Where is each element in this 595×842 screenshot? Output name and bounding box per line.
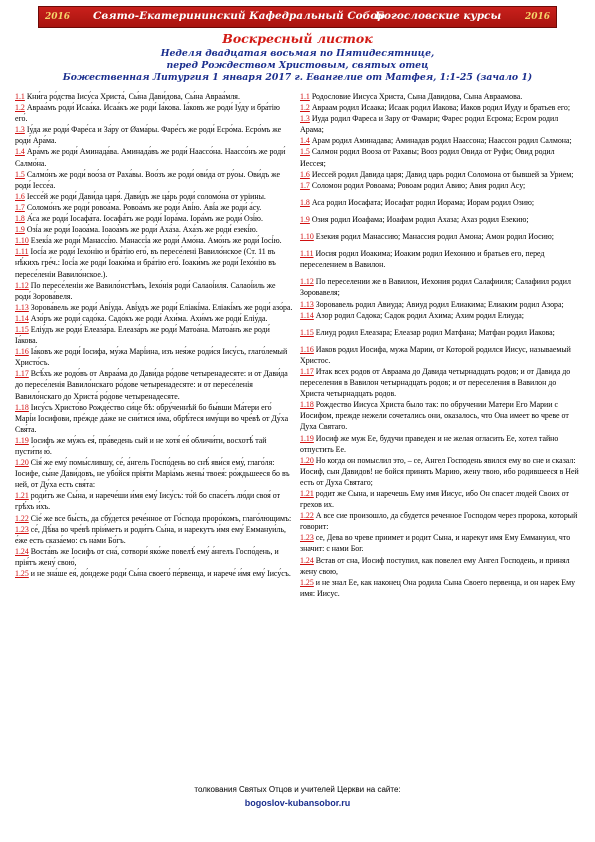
verse-text: Итак всех родов от Авраама до Давида четырнадцать родов; и от Давида до переселения в Вавилон четырнадцать родов; и от переселения в Вавилон до Христа четырнадцать родов. (300, 366, 571, 399)
year-left: 2016 (45, 12, 71, 22)
courses-label: Богословские курсы (375, 10, 502, 22)
verse (15, 546, 293, 568)
verse (15, 368, 293, 401)
verse (300, 555, 582, 577)
verse-number[interactable]: 1.15 (15, 324, 29, 334)
footer-note: толкования Святых Отцов и учителей Церкви на сайте: (194, 785, 401, 794)
verse-text: Соломон родил Ровоама; Ровоам родил Авию; Авия родил Асу; (309, 180, 526, 190)
verse-number[interactable]: 1.22 (300, 511, 314, 521)
verse-number[interactable]: 1.18 (300, 400, 314, 410)
verse-text: А́са же роди́ Іосафа́та. Іосафа́тъ же роди́ Іора́ма. Іора́мъ же роди́ Озі́ю. (24, 214, 263, 224)
subtitle-sunday: Неделя двадцатая восьмая по Пятидесятнице, (160, 48, 435, 59)
verse-text: Иессей родил Давида царя; Давид царь родил Соломона от бывшей за Урием; (309, 169, 574, 179)
verse (15, 91, 293, 102)
verse (300, 276, 582, 298)
russian-column (300, 91, 582, 599)
verse-number[interactable]: 1.13 (300, 299, 314, 309)
verse (15, 313, 293, 324)
cathedral-name: Свято-Екатерининский Кафедральный Собор (93, 10, 385, 22)
verse-text: Авраам родил Исаака; Исаак родил Иакова; Иаков родил Иуду и братьев его; (309, 103, 571, 113)
verse-number[interactable]: 1.4 (15, 147, 25, 157)
verse (15, 346, 293, 368)
verse-text: По пересе́леніи же Вавило́нстѣмъ, Іехо́нія роди́ Салаоі́иля. Салаоі́иль же роди́ Зорова́веля. (15, 280, 276, 301)
verse-number[interactable]: 1.7 (300, 180, 310, 190)
verse-text: Рождество Иисуса Христа было так: по обручении Матери Его Марии с Иосифом, прежде нежели сочетались они, оказалось, что Она имеет во чреве от Духа Святаго. (300, 400, 569, 432)
verse (300, 135, 582, 146)
verse (300, 169, 582, 180)
verse-number[interactable]: 1.14 (300, 310, 314, 320)
verse (300, 214, 582, 225)
verse-text: роди́тъ же Сы́на, и нарече́ши и́мя ему́ Іису́съ: то́й бо спасе́тъ лю́ди своя́ от грѣ́хъ и́хъ. (15, 491, 281, 512)
verse-number[interactable]: 1.12 (300, 277, 314, 287)
verse-text: А все сие произошло, да сбудется реченное Господом через пророка, который говорит: (300, 511, 578, 532)
verse-text: Озі́а же роди́ Іоаоа́ма. Іоаоа́мъ же роди́ Аха́за. Аха́зъ же роди́ езекі́ю. (24, 225, 258, 235)
verse (15, 490, 293, 512)
verse-number[interactable]: 1.23 (15, 524, 29, 534)
verse (15, 280, 293, 302)
verse-text: и не знал Ее, как наконец Она родила Сына Своего первенца, и он нарек Ему имя: Иисус. (300, 577, 576, 598)
verse-text: Іессе́й же роди́ Дави́да царя́. Дави́дъ же ца́рь роди́ соломо́на от уріины. (24, 191, 266, 201)
verse (15, 246, 293, 279)
verse-number[interactable]: 1.3 (15, 125, 25, 135)
verse-text: се, Дева во чреве приимет и родит Сына, и нарекут имя Ему Еммануил, что значит: с нами Бог. (300, 533, 571, 554)
verse-text: Иосия родил Иоакима; Иоаким родил Иехонию и братьев его, перед переселением в Вавилон. (300, 249, 545, 270)
verse-text: Сіе́ же все бы́сть, да сбу́дется рече́нное от Го́спода проро́комъ, глаго́лющимъ: (28, 513, 292, 523)
verse-text: Азор родил Садока; Садок родил Ахима; Ахим родил Елиуда; (313, 310, 524, 320)
verse-number[interactable]: 1.17 (15, 369, 29, 379)
verse-text: Встав от сна, Иосиф поступил, как повелел ему Ангел Господень, и принял жену свою, (300, 555, 570, 576)
verse (300, 577, 582, 599)
verse-text: Сія́ же ему́ помы́слившу, се́, а́нгель Госпо́день во снѣ́ яви́ся ему́, глаго́ля: Іосифе, сы́не Дави́довъ, не убо́йся прія́ти Маріа́мь жены́ твоея́: ро́ждьшееся бо въ ней, от Ду́ха есть свя́та: (15, 458, 290, 490)
verse (15, 568, 293, 579)
verse (300, 433, 582, 455)
verse (15, 191, 293, 202)
verse-text: Всѣ́хъ же родо́въ от Авраа́ма до Дави́да ро́дове четыренадесяте: и от Дави́да до пересе́ленія Вавило́нскаго ро́дове четыренадесяте: и от пересе́ленія Вавило́нскаго до Христа́ ро́дове четыренадесяте. (15, 369, 288, 401)
verse-number[interactable]: 1.9 (300, 214, 310, 224)
verse (300, 510, 582, 532)
verse-text: Озия родил Иоафама; Иоафам родил Ахаза; Ахаз родил Езекию; (309, 214, 529, 224)
verse (15, 102, 293, 124)
verse-text: Иаков родил Иосифа, мужа Марии, от Которой родился Иисус, называемый Христос. (300, 344, 571, 365)
verse-number[interactable]: 1.25 (15, 569, 29, 579)
verse-number[interactable]: 1.1 (300, 92, 310, 101)
verse-number[interactable]: 1.11 (15, 247, 29, 257)
verse-number[interactable]: 1.11 (300, 249, 314, 259)
verse-number[interactable]: 1.5 (15, 169, 25, 179)
verse-number[interactable]: 1.1 (15, 92, 25, 101)
verse-number[interactable]: 1.2 (15, 103, 25, 113)
verse (15, 324, 293, 346)
verse (300, 102, 582, 113)
verse (300, 532, 582, 554)
verse-text: и не зна́ше ея́, до́ндеже роди́ Сы́на своего́ пе́рвенца, и нарече́ и́мя ему́ Іису́съ. (28, 569, 291, 579)
verse-number[interactable]: 1.10 (300, 232, 314, 242)
verse-text: Азо́ръ же роди́ садо́ка. Садо́къ же роди́ Ахи́ма. Ахи́мъ же роди́ Еліу́да. (28, 313, 268, 323)
verse-text: Зоровавель родил Авиуда; Авиуд родил Елиакима; Елиаким родил Азора; (313, 299, 564, 309)
verse-number[interactable]: 1.6 (15, 191, 25, 201)
verse-number[interactable]: 1.17 (300, 366, 314, 376)
verse-number[interactable]: 1.24 (15, 546, 29, 556)
verse-text: Іосифъ же му́жъ ея́, пра́ведень сый и не хотя́ ея́ обличи́ти, восхотѣ́ тай пусти́ти ю́. (15, 435, 267, 456)
verse (15, 213, 293, 224)
verse-text: Иуда родил Фареса и Зару от Фамари; Фарес родил Есрома; Есром родил Арама; (300, 114, 559, 135)
verse (300, 399, 582, 432)
church-slavonic-column (15, 91, 293, 579)
verse-number[interactable]: 1.4 (300, 136, 310, 146)
verse (15, 202, 293, 213)
verse-number[interactable]: 1.12 (15, 280, 29, 290)
verse-number[interactable]: 1.20 (15, 458, 29, 468)
verse-text: Елиуд родил Елеазара; Елеазар родил Матфана; Матфан родил Иакова; (313, 327, 555, 337)
verse (300, 299, 582, 310)
verse-text: Воста́въ же Іосифъ от сна́, сотвори́ яко́же повелѣ́ ему́ а́нгелъ Госпо́день, и прія́тъ жену́ свою́, (15, 546, 279, 567)
verse-text: Іу́да же роди́ Фаре́са и За́ру от Øама́ры. Фаре́съ же роди́ Еcро́ма. Еcро́мъ же роди́ Ара́ма. (15, 125, 282, 146)
verse (300, 310, 582, 321)
leaflet-title: Воскресный листок (222, 31, 373, 46)
verse-text: се́, Дѣ́ва во чре́вѣ пріи́метъ и роди́тъ Сы́на, и нарекутъ и́мя ему́ Еммануи́ль, е́же есть сказа́емо: съ на́ми Бо́гъ. (15, 524, 286, 545)
verse-text: Кни́га ро́дства Іису́са Христа́, Сы́на Дави́дова, Сы́на Авраа́мля. (24, 92, 240, 101)
verse (300, 344, 582, 366)
verse-number[interactable]: 1.16 (15, 347, 29, 357)
verse-number[interactable]: 1.24 (300, 555, 314, 565)
verse-text: По переселении же в Вавилон, Иехония родил Салафииля; Салафиил родил Зоровавеля; (300, 277, 571, 298)
verse (300, 113, 582, 135)
verse-number[interactable]: 1.7 (15, 202, 25, 212)
verse-text: Ара́мъ же роди́ Аминада́ва. Аминада́въ же роди́ Наассо́на. Наассо́нъ же роди́ Салмо́на. (15, 147, 286, 168)
verse-number[interactable]: 1.14 (15, 313, 29, 323)
verse-number[interactable]: 1.15 (300, 327, 314, 337)
header-banner (38, 6, 557, 28)
verse-number[interactable]: 1.25 (300, 577, 314, 587)
verse-number[interactable]: 1.8 (300, 197, 310, 207)
verse-text: Но когда он помыслил это, – се, Ангел Господень явился ему во сне и сказал: Иосиф, сын Давидов! не бойся принять Марию, жену твою, ибо родившееся в Ней есть от Духа Святаго; (300, 455, 579, 487)
year-right: 2016 (524, 12, 550, 22)
verse-text: Салмон родил Вооза от Рахавы; Вооз родил Овида от Руфи; Овид родил Иессея; (300, 147, 555, 168)
verse-number[interactable]: 1.23 (300, 533, 314, 543)
verse-number[interactable]: 1.9 (15, 225, 25, 235)
verse-number[interactable]: 1.22 (15, 513, 29, 523)
verse (300, 366, 582, 399)
verse-text: Арам родил Аминадава; Аминадав родил Наассона; Наассон родил Салмона; (309, 136, 572, 146)
verse (15, 224, 293, 235)
verse (15, 124, 293, 146)
verse-number[interactable]: 1.13 (15, 302, 29, 312)
verse-number[interactable]: 1.5 (300, 147, 310, 157)
verse-number[interactable]: 1.21 (15, 491, 29, 501)
verse-text: Иосиф же муж Ее, будучи праведен и не желая огласить Ее, хотел тайно отпустить Ее. (300, 433, 559, 454)
verse (15, 302, 293, 313)
verse-number[interactable]: 1.8 (15, 214, 25, 224)
verse (300, 455, 582, 488)
verse (300, 488, 582, 510)
verse (15, 524, 293, 546)
verse-text: Іосі́а же роди́ Іехо́нію и бра́тію его́, въ пересе́лені Вавило́нское (Ст. 11 въ нѣ́кихъ гре́ч.: Іосі́а же роди́ Іоаки́ма и бра́тію его́. Іоаки́мъ же роди́ Іехо́нію въ пересе́леніи Вавило́нское.). (15, 247, 276, 279)
verse-text: Салмо́нъ же роди́ воо́за от Раха́вы. Воо́зъ же роди́ ови́да от ру́оы. Ови́дъ же роди́ Іессе́а. (15, 169, 281, 190)
verse-text: Зорова́вель же роди́ Аві́уда. Аві́удъ же роди́ Еліакі́ма. Еліакі́мъ же роди́ азо́ра. (28, 302, 293, 312)
verse-text: Еліу́дъ же роди́ Елеаза́ра. Елеаза́ръ же роди́ Матоа́на. Матоа́нъ же роди́ Іа́кова. (15, 324, 270, 346)
verse (300, 146, 582, 168)
verse-text: родит же Сына, и наречешь Ему имя Иисус, ибо Он спасет людей Своих от грехов их. (300, 489, 569, 510)
verse (15, 457, 293, 490)
verse (15, 169, 293, 191)
verse-number[interactable]: 1.19 (300, 433, 314, 443)
verse-text: Аса родил Иосафата; Иосафат родил Иорама; Иорам родил Озию; (309, 197, 535, 207)
verse-number[interactable]: 1.2 (300, 103, 310, 113)
verse (15, 146, 293, 168)
verse (15, 435, 293, 457)
verse-text: Родословие Иисуса Христа, Сына Давидова, Сына Авраамова. (309, 92, 523, 101)
verse-number[interactable]: 1.16 (300, 344, 314, 354)
verse (300, 197, 582, 208)
verse (15, 513, 293, 524)
subtitle-fathers: перед Рождеством Христовым, святых отец (166, 60, 429, 71)
verse-number[interactable]: 1.3 (300, 114, 310, 124)
verse (300, 91, 582, 102)
verse-text: Авраа́мъ роди́ Исаа́ка. Исаа́къ же роди́ Іа́кова. Іа́ковъ же роди́ Іу́ду и бра́тію его́. (15, 103, 280, 124)
verse-number[interactable]: 1.20 (300, 455, 314, 465)
verse (300, 231, 582, 242)
verse (300, 180, 582, 191)
verse (300, 327, 582, 338)
verse-text: Соломо́нъ же роди́ ровоа́ма. Ровоа́мъ же роди́ Аві́ю. Аві́а же роди́ а́су. (24, 202, 262, 212)
verse (15, 235, 293, 246)
verse-number[interactable]: 1.19 (15, 435, 29, 445)
verse-number[interactable]: 1.21 (300, 489, 314, 498)
verse-text: Іису́съ Христо́во Рожде́ство си́це бѣ: обру́ченнѣй бо бы́вши Ма́тери его́ Марі́и Іосифови, пре́жде да́же не сни́тися и́ма, обрѣ́теся иму́щи во чре́вѣ от Ду́ха Свя́та. (15, 402, 289, 434)
footer-link[interactable]: bogoslov-kubansobor.ru (244, 798, 351, 808)
verse-number[interactable]: 1.6 (300, 169, 310, 179)
verse (15, 402, 293, 435)
verse-text: Езекия родил Манассию; Манассия родил Амона; Амон родил Иосию; (313, 232, 554, 242)
verse-number[interactable]: 1.10 (15, 236, 29, 246)
verse-text: Іа́ковъ же роди́ Іосифа, му́жа Марі́ина, изъ нея́же роди́ся Іису́съ, глаго́лемый Христо́съ. (15, 347, 288, 368)
subtitle-liturgy: Божественная Литургия 1 января 2017 г. Евангелие от Матфея, 1:1-25 (зачало 1) (62, 72, 533, 83)
verse (300, 248, 582, 270)
verse-number[interactable]: 1.18 (15, 402, 29, 412)
verse-text: Езекі́а же роди́ Манассі́ю. Манассі́а же роди́ Амо́на. Амо́нъ же роди́ Іосі́ю. (28, 236, 282, 246)
